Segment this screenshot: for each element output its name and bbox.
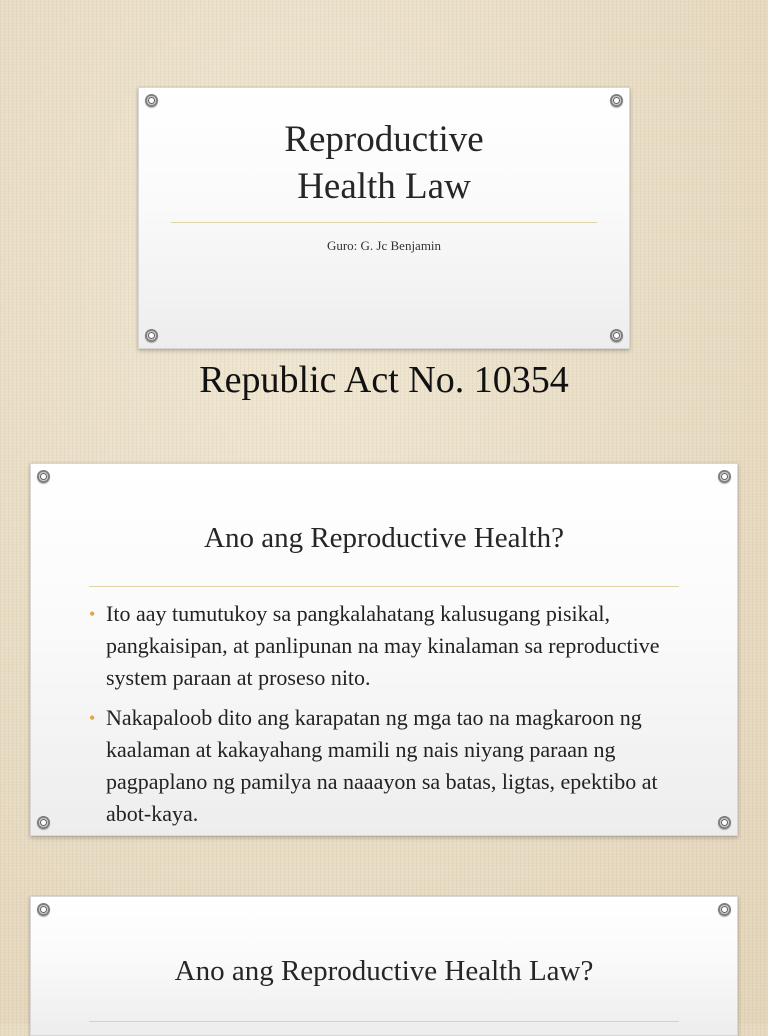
pushpin-icon: [37, 816, 50, 829]
slide-subtitle: Guro: G. Jc Benjamin: [326, 238, 442, 253]
title-divider: [171, 222, 597, 223]
pushpin-icon: [37, 470, 50, 483]
content-slide: [30, 463, 738, 836]
bullet-icon: •: [89, 604, 96, 624]
slide-title-line-1: Reproductive: [284, 119, 484, 160]
pushpin-icon: [37, 903, 50, 916]
content-slide: [30, 896, 738, 1036]
title-slide: [138, 87, 630, 349]
pushpin-icon: [718, 903, 731, 916]
pushpin-icon: [718, 470, 731, 483]
pushpin-icon: [718, 816, 731, 829]
bullet-text: Nakapaloob dito ang karapatan ng mga tao na magkaroon ng kaalaman at kakayahang mamili ng nais niyang paraan ng pagpaplano ng pamilya na naaayon sa batas, ligtas, epektibo at abot-kaya.: [106, 705, 658, 826]
heading-divider: [89, 586, 679, 587]
slide-title-line-2: Health Law: [297, 166, 471, 207]
bullet-icon: •: [89, 708, 96, 728]
pushpin-icon: [610, 329, 623, 342]
pushpin-icon: [145, 94, 158, 107]
bullet-item: [89, 702, 687, 830]
heading-divider: [89, 1021, 679, 1022]
pushpin-icon: [610, 94, 623, 107]
bullet-list: [89, 598, 687, 838]
bullet-text: Ito aay tumutukoy sa pangkalahatang kalusugang pisikal, pangkaisipan, at panlipunan na may kinalaman sa reproductive system paraan at proseso nito.: [106, 601, 660, 690]
slide-heading: Ano ang Reproductive Health Law?: [174, 955, 594, 987]
slide-title: [139, 116, 629, 210]
slide-caption: Republic Act No. 10354: [199, 359, 569, 401]
pushpin-icon: [145, 329, 158, 342]
bullet-item: [89, 598, 687, 694]
slide-heading: Ano ang Reproductive Health?: [204, 522, 564, 554]
